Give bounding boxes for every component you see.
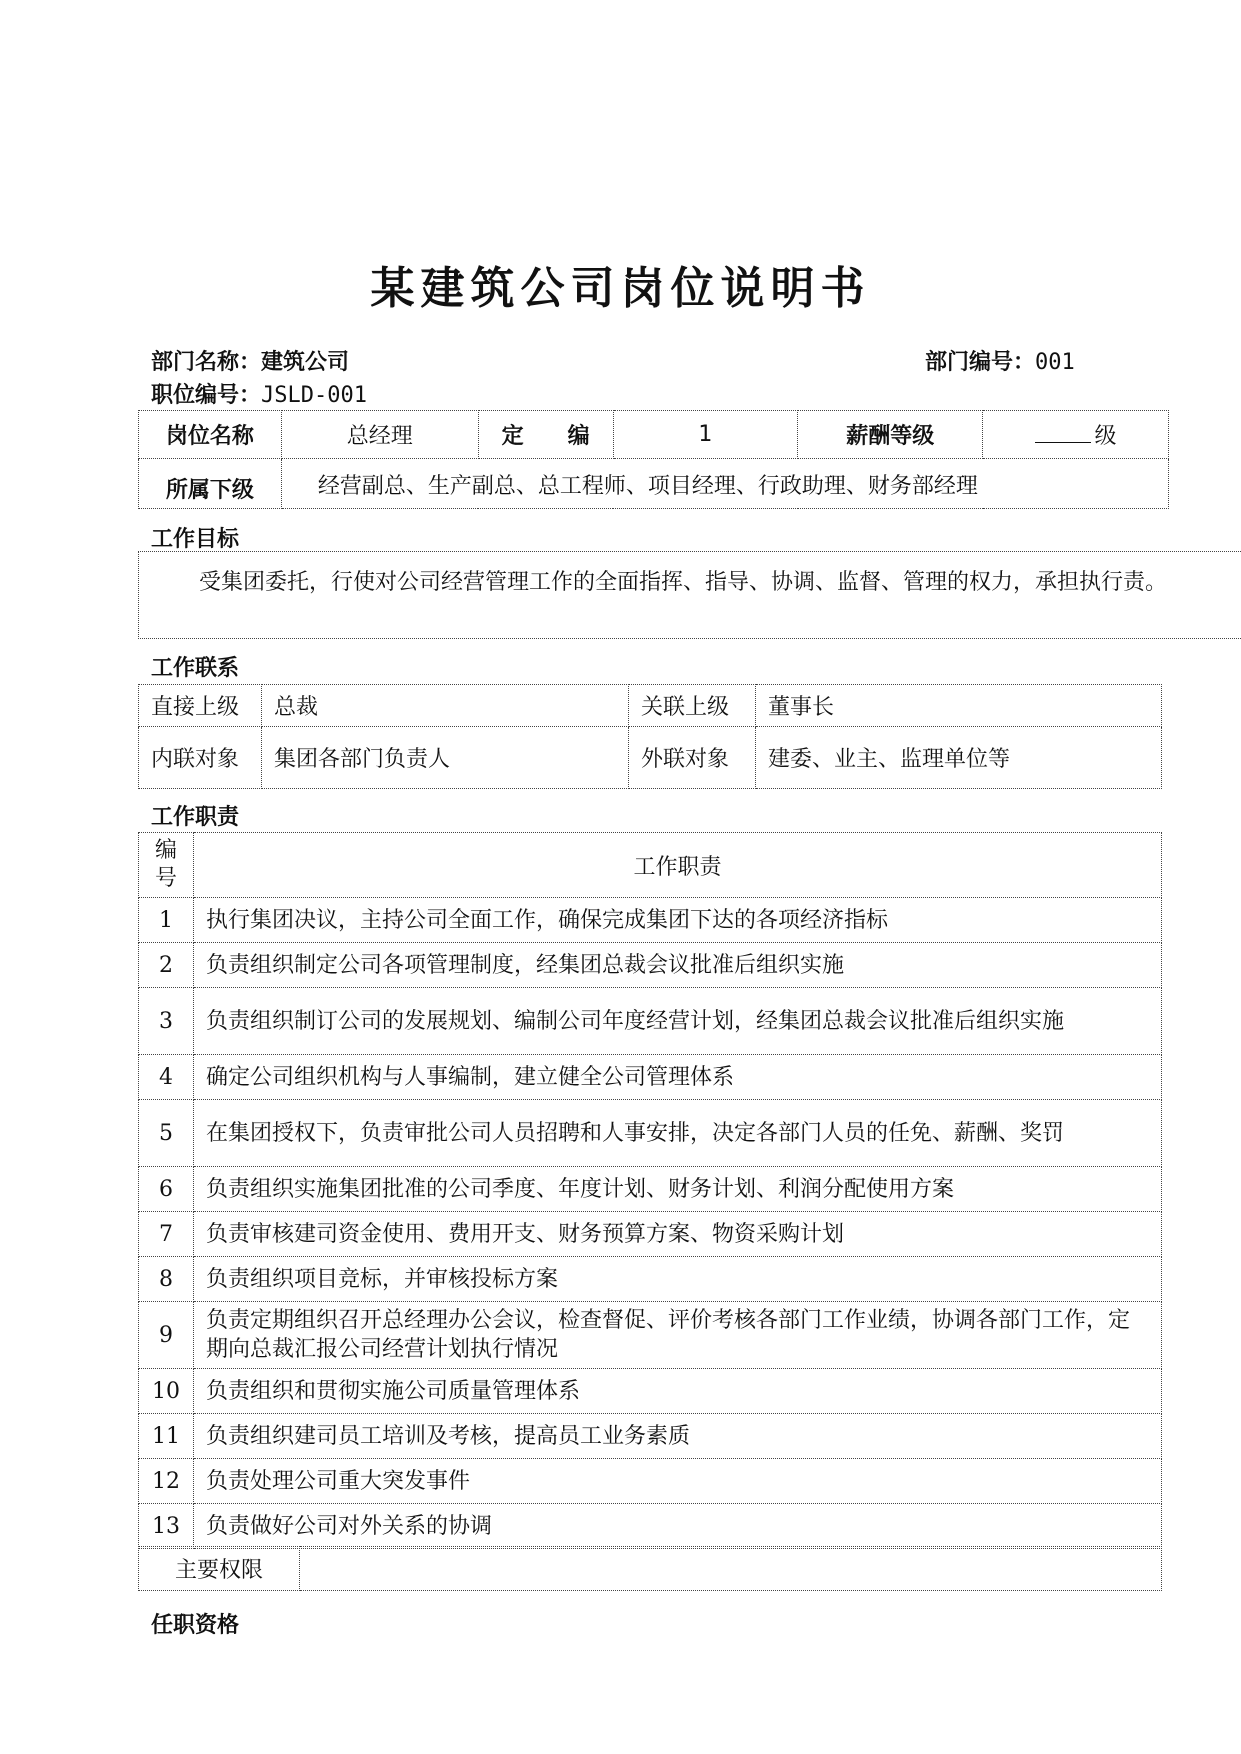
direct-superior-value: 总裁 xyxy=(262,685,629,727)
duty-num: 9 xyxy=(139,1302,194,1369)
duty-num: 1 xyxy=(139,898,194,943)
relations-table xyxy=(138,684,1162,789)
authority-table xyxy=(138,1546,1162,1591)
dept-name-line xyxy=(151,345,349,376)
internal-contact-label: 内联对象 xyxy=(139,727,262,789)
dept-code-label: 部门编号： xyxy=(925,350,1036,375)
dept-code-value: 001 xyxy=(1035,350,1075,375)
page-title: 某建筑公司岗位说明书 xyxy=(370,263,871,314)
duty-num-header-text: 编号 xyxy=(154,838,177,891)
duty-text: 在集团授权下，负责审批公司人员招聘和人事安排，决定各部门人员的任免、薪酬、奖罚 xyxy=(194,1100,1162,1167)
subordinates-label: 所属下级 xyxy=(139,459,282,509)
duty-num: 5 xyxy=(139,1100,194,1167)
duties-section-title: 工作职责 xyxy=(151,805,240,830)
goal-text: 受集团委托，行使对公司经营管理工作的全面指挥、指导、协调、监督、管理的权力，承担执行责。 xyxy=(199,570,1168,595)
position-code-line xyxy=(151,378,367,409)
basic-info-table xyxy=(138,410,1169,509)
duty-text: 负责组织制定公司各项管理制度，经集团总裁会议批准后组织实施 xyxy=(194,943,1162,988)
duty-text: 执行集团决议，主持公司全面工作，确保完成集团下达的各项经济指标 xyxy=(194,898,1162,943)
salary-label: 薪酬等级 xyxy=(798,411,983,459)
duty-text: 负责组织项目竞标，并审核投标方案 xyxy=(194,1257,1162,1302)
goal-box xyxy=(138,551,1241,639)
position-code-label: 职位编号： xyxy=(151,383,262,408)
dept-code-line xyxy=(925,345,1075,376)
direct-superior-label: 直接上级 xyxy=(139,685,262,727)
external-contact-label: 外联对象 xyxy=(629,727,756,789)
duty-num: 3 xyxy=(139,988,194,1055)
salary-grade-suffix: 级 xyxy=(1094,424,1117,449)
goal-section-title: 工作目标 xyxy=(151,527,240,552)
duty-num: 7 xyxy=(139,1212,194,1257)
duty-text: 负责审核建司资金使用、费用开支、财务预算方案、物资采购计划 xyxy=(194,1212,1162,1257)
duty-num: 2 xyxy=(139,943,194,988)
position-name-label: 岗位名称 xyxy=(139,411,282,459)
duty-text: 负责组织和贯彻实施公司质量管理体系 xyxy=(194,1369,1162,1414)
quota-label: 定 编 xyxy=(478,411,613,459)
duty-num: 12 xyxy=(139,1459,194,1504)
authority-value xyxy=(300,1547,1162,1591)
subordinates-value: 经营副总、生产副总、总工程师、项目经理、行政助理、财务部经理 xyxy=(281,459,1168,509)
duty-num-header xyxy=(139,833,194,898)
dept-name-label: 部门名称： xyxy=(151,350,262,375)
duty-text: 负责定期组织召开总经理办公会议，检查督促、评价考核各部门工作业绩，协调各部门工作，定期向总裁汇报公司经营计划执行情况 xyxy=(194,1302,1162,1369)
duty-num: 11 xyxy=(139,1414,194,1459)
position-code-value: JSLD-001 xyxy=(261,383,367,408)
duty-text: 负责组织制订公司的发展规划、编制公司年度经营计划，经集团总裁会议批准后组织实施 xyxy=(194,988,1162,1055)
qualification-section-title: 任职资格 xyxy=(151,1613,240,1638)
duties-table xyxy=(138,832,1162,1549)
dept-name-value: 建筑公司 xyxy=(261,350,350,375)
related-superior-value: 董事长 xyxy=(756,685,1162,727)
duty-header: 工作职责 xyxy=(194,833,1162,898)
duty-num: 10 xyxy=(139,1369,194,1414)
duty-num: 6 xyxy=(139,1167,194,1212)
authority-label: 主要权限 xyxy=(139,1547,300,1591)
external-contact-value: 建委、业主、监理单位等 xyxy=(756,727,1162,789)
quota-value: 1 xyxy=(613,411,798,459)
duty-text: 负责组织实施集团批准的公司季度、年度计划、财务计划、利润分配使用方案 xyxy=(194,1167,1162,1212)
relations-section-title: 工作联系 xyxy=(151,656,240,681)
internal-contact-value: 集团各部门负责人 xyxy=(262,727,629,789)
duty-num: 4 xyxy=(139,1055,194,1100)
related-superior-label: 关联上级 xyxy=(629,685,756,727)
position-name-value: 总经理 xyxy=(281,411,478,459)
duty-num: 13 xyxy=(139,1504,194,1549)
salary-grade xyxy=(983,411,1169,459)
salary-grade-blank xyxy=(1035,441,1091,443)
duty-text: 确定公司组织机构与人事编制，建立健全公司管理体系 xyxy=(194,1055,1162,1100)
duty-text: 负责做好公司对外关系的协调 xyxy=(194,1504,1162,1549)
duty-text: 负责组织建司员工培训及考核，提高员工业务素质 xyxy=(194,1414,1162,1459)
duty-num: 8 xyxy=(139,1257,194,1302)
duty-text: 负责处理公司重大突发事件 xyxy=(194,1459,1162,1504)
